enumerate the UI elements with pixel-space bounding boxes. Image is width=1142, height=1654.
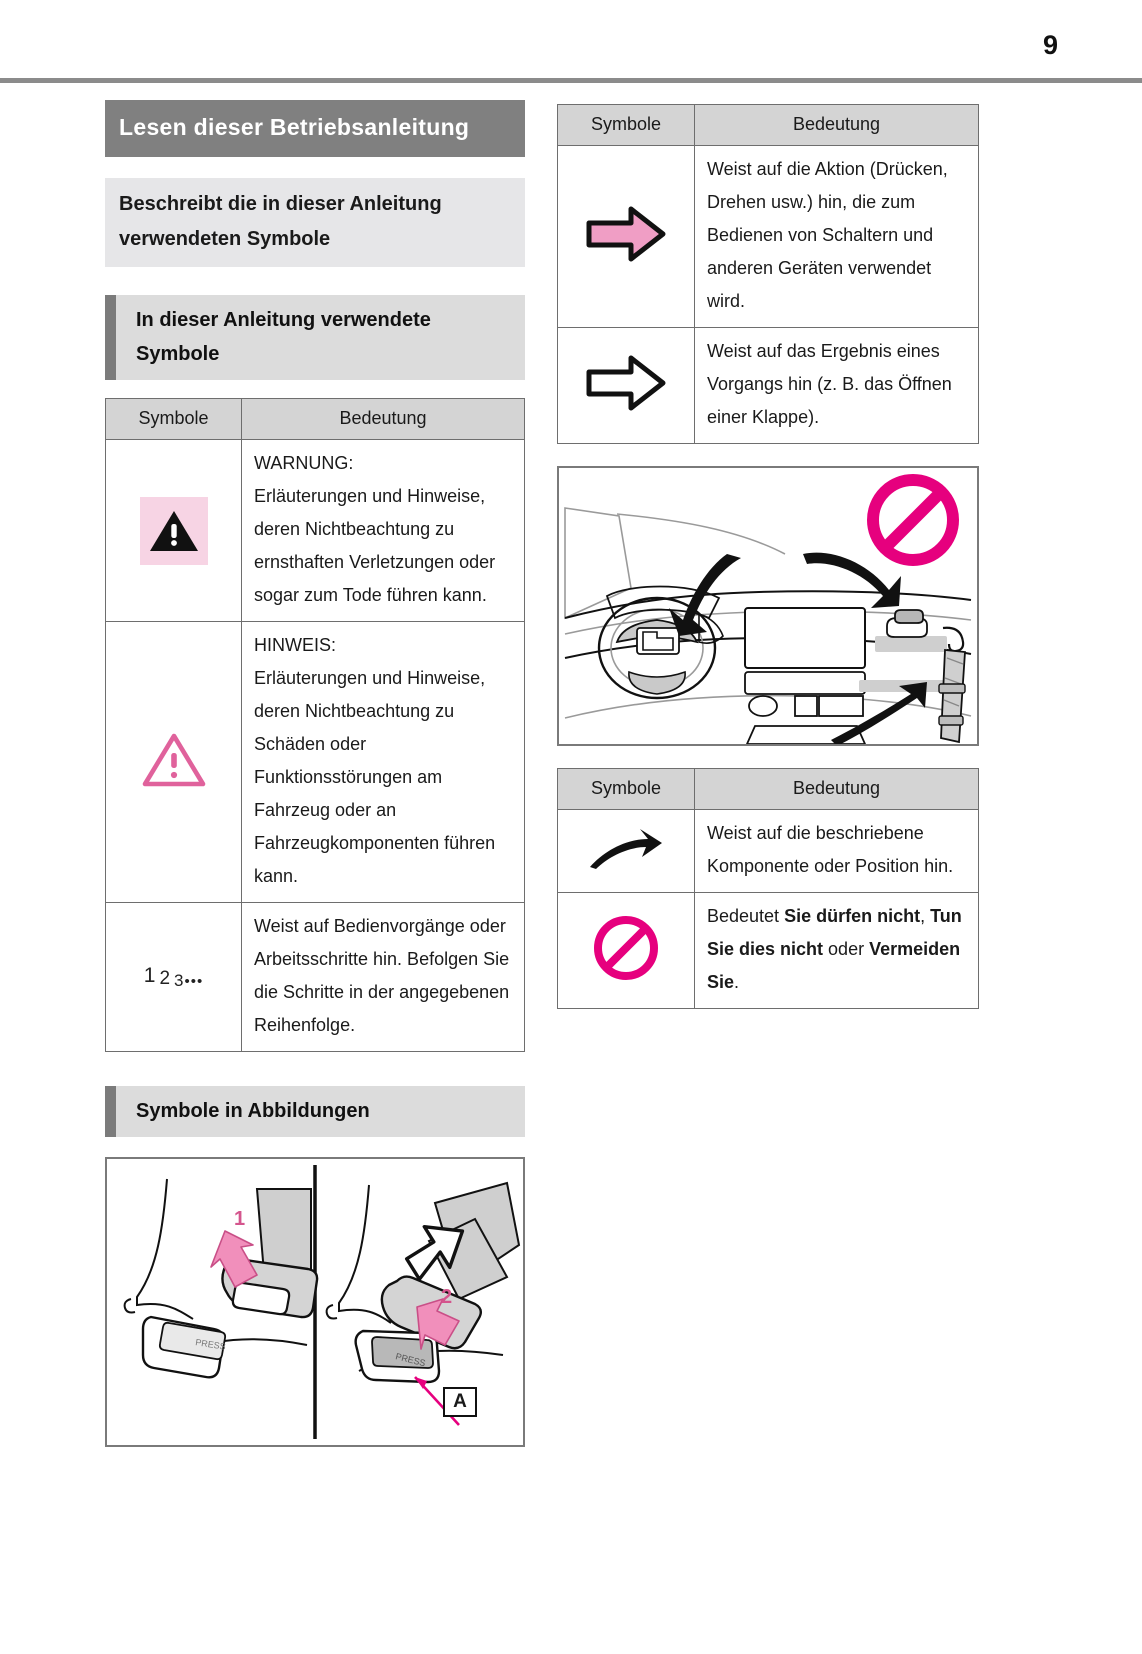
column-header-symbol: Symbole <box>106 399 242 440</box>
column-header-meaning: Bedeutung <box>695 769 979 810</box>
curved-arrow-to-steering-wheel <box>669 554 741 636</box>
row-text-mid-1: , <box>920 906 931 926</box>
column-header-symbol: Symbole <box>558 105 695 146</box>
page-title: Lesen dieser Betriebsanleitung <box>105 100 525 157</box>
symbol-cell <box>558 146 695 328</box>
curved-arrow-to-dash-sensor <box>803 553 901 608</box>
column-header-meaning: Bedeutung <box>695 105 979 146</box>
symbol-cell <box>558 893 695 1009</box>
right-column <box>557 100 979 1009</box>
callout-label-a: A <box>443 1387 477 1417</box>
table-header-row <box>106 399 525 440</box>
row-text: Erläuterungen und Hinweise, deren Nichtbeachtung zu ernsthaften Verletzungen oder sogar zum Tode führen kann. <box>254 486 496 605</box>
page-subtitle: Beschreibt die in dieser Anleitung verwendeten Symbole <box>105 178 525 267</box>
notice-triangle-outline-icon <box>141 776 207 793</box>
symbols-table-left <box>105 398 525 1052</box>
row-title: WARNUNG: <box>254 453 354 473</box>
meaning-cell <box>242 440 525 622</box>
step-ellipsis: ••• <box>184 972 204 990</box>
section-heading-illustrations: Symbole in Abbildungen <box>105 1086 525 1137</box>
seatbelt-panel-right <box>327 1183 519 1425</box>
step-number-two: 2 <box>159 967 171 989</box>
meaning-cell <box>695 893 979 1009</box>
meaning-cell <box>242 903 525 1052</box>
row-text: Weist auf die Aktion (Drücken, Drehen usw.) hin, die zum Bedienen von Schaltern und anderen Geräten verwendet wird. <box>707 159 948 311</box>
symbols-table-right-top <box>557 104 979 444</box>
page-header <box>0 0 1142 82</box>
row-title: HINWEIS: <box>254 635 337 655</box>
table-row <box>558 328 979 444</box>
meaning-cell <box>695 146 979 328</box>
meaning-cell <box>242 622 525 903</box>
left-column <box>105 100 525 1447</box>
table-row <box>558 146 979 328</box>
table-header-row <box>558 105 979 146</box>
table-row <box>106 440 525 622</box>
row-text: Weist auf die beschriebene Komponente oder Position hin. <box>707 823 954 876</box>
row-text-bold-1: Sie dürfen nicht <box>784 906 921 926</box>
symbol-cell <box>558 328 695 444</box>
row-text-bold-3: Vermeiden Sie <box>707 939 961 992</box>
row-text-mid-2: oder <box>823 939 870 959</box>
column-header-symbol: Symbole <box>558 769 695 810</box>
table-row <box>106 622 525 903</box>
table-row <box>558 893 979 1009</box>
header-divider <box>0 78 1142 83</box>
warning-triangle-filled-icon <box>140 497 208 565</box>
row-text: Erläuterungen und Hinweise, deren Nichtbeachtung zu Schäden oder Funktionsstörungen am Fahrzeug oder an Fahrzeugkomponenten führen kann. <box>254 668 496 886</box>
meaning-cell <box>695 328 979 444</box>
page-number: 9 <box>1042 30 1058 60</box>
meaning-cell <box>695 810 979 893</box>
symbol-cell <box>106 440 242 622</box>
seatbelt-step-label-1: 1 <box>234 1208 246 1230</box>
svg-text:PRESS: PRESS <box>194 1337 227 1352</box>
table-row <box>106 903 525 1052</box>
arrow-right-filled-pink-icon <box>583 252 669 269</box>
symbols-table-right-bottom <box>557 768 979 1009</box>
svg-text:PRESS: PRESS <box>394 1351 427 1369</box>
symbol-cell <box>106 903 242 1052</box>
row-text-bold-2: Tun Sie dies nicht <box>707 906 962 959</box>
arrow-right-outline-icon <box>583 401 669 418</box>
curved-pointer-arrow-icon <box>586 860 666 877</box>
step-number-three: 3 <box>174 970 184 990</box>
table-header-row <box>558 769 979 810</box>
row-text: Weist auf das Ergebnis eines Vorgangs hin (z. B. das Öffnen einer Klappe). <box>707 341 952 427</box>
row-text-lead: Bedeutet <box>707 906 785 926</box>
seatbelt-step-label-2: 2 <box>441 1286 453 1308</box>
row-text: Weist auf Bedienvorgänge oder Arbeitsschritte hin. Befolgen Sie die Schritte in der angegebenen Reihenfolge. <box>254 916 510 1035</box>
prohibition-circle-icon <box>591 970 661 987</box>
prohibition-circle-icon <box>873 480 953 560</box>
column-header-meaning: Bedeutung <box>242 399 525 440</box>
dashboard-figure <box>557 466 979 746</box>
seatbelt-panel-left <box>125 1179 317 1377</box>
seatbelt-figure <box>105 1157 525 1447</box>
numbered-steps-icon <box>143 963 204 990</box>
symbol-cell <box>558 810 695 893</box>
table-row <box>558 810 979 893</box>
row-text-tail: . <box>734 972 740 992</box>
section-heading-symbols: In dieser Anleitung verwendete Symbole <box>105 295 525 380</box>
symbol-cell <box>106 622 242 903</box>
step-number-one: 1 <box>143 963 156 987</box>
